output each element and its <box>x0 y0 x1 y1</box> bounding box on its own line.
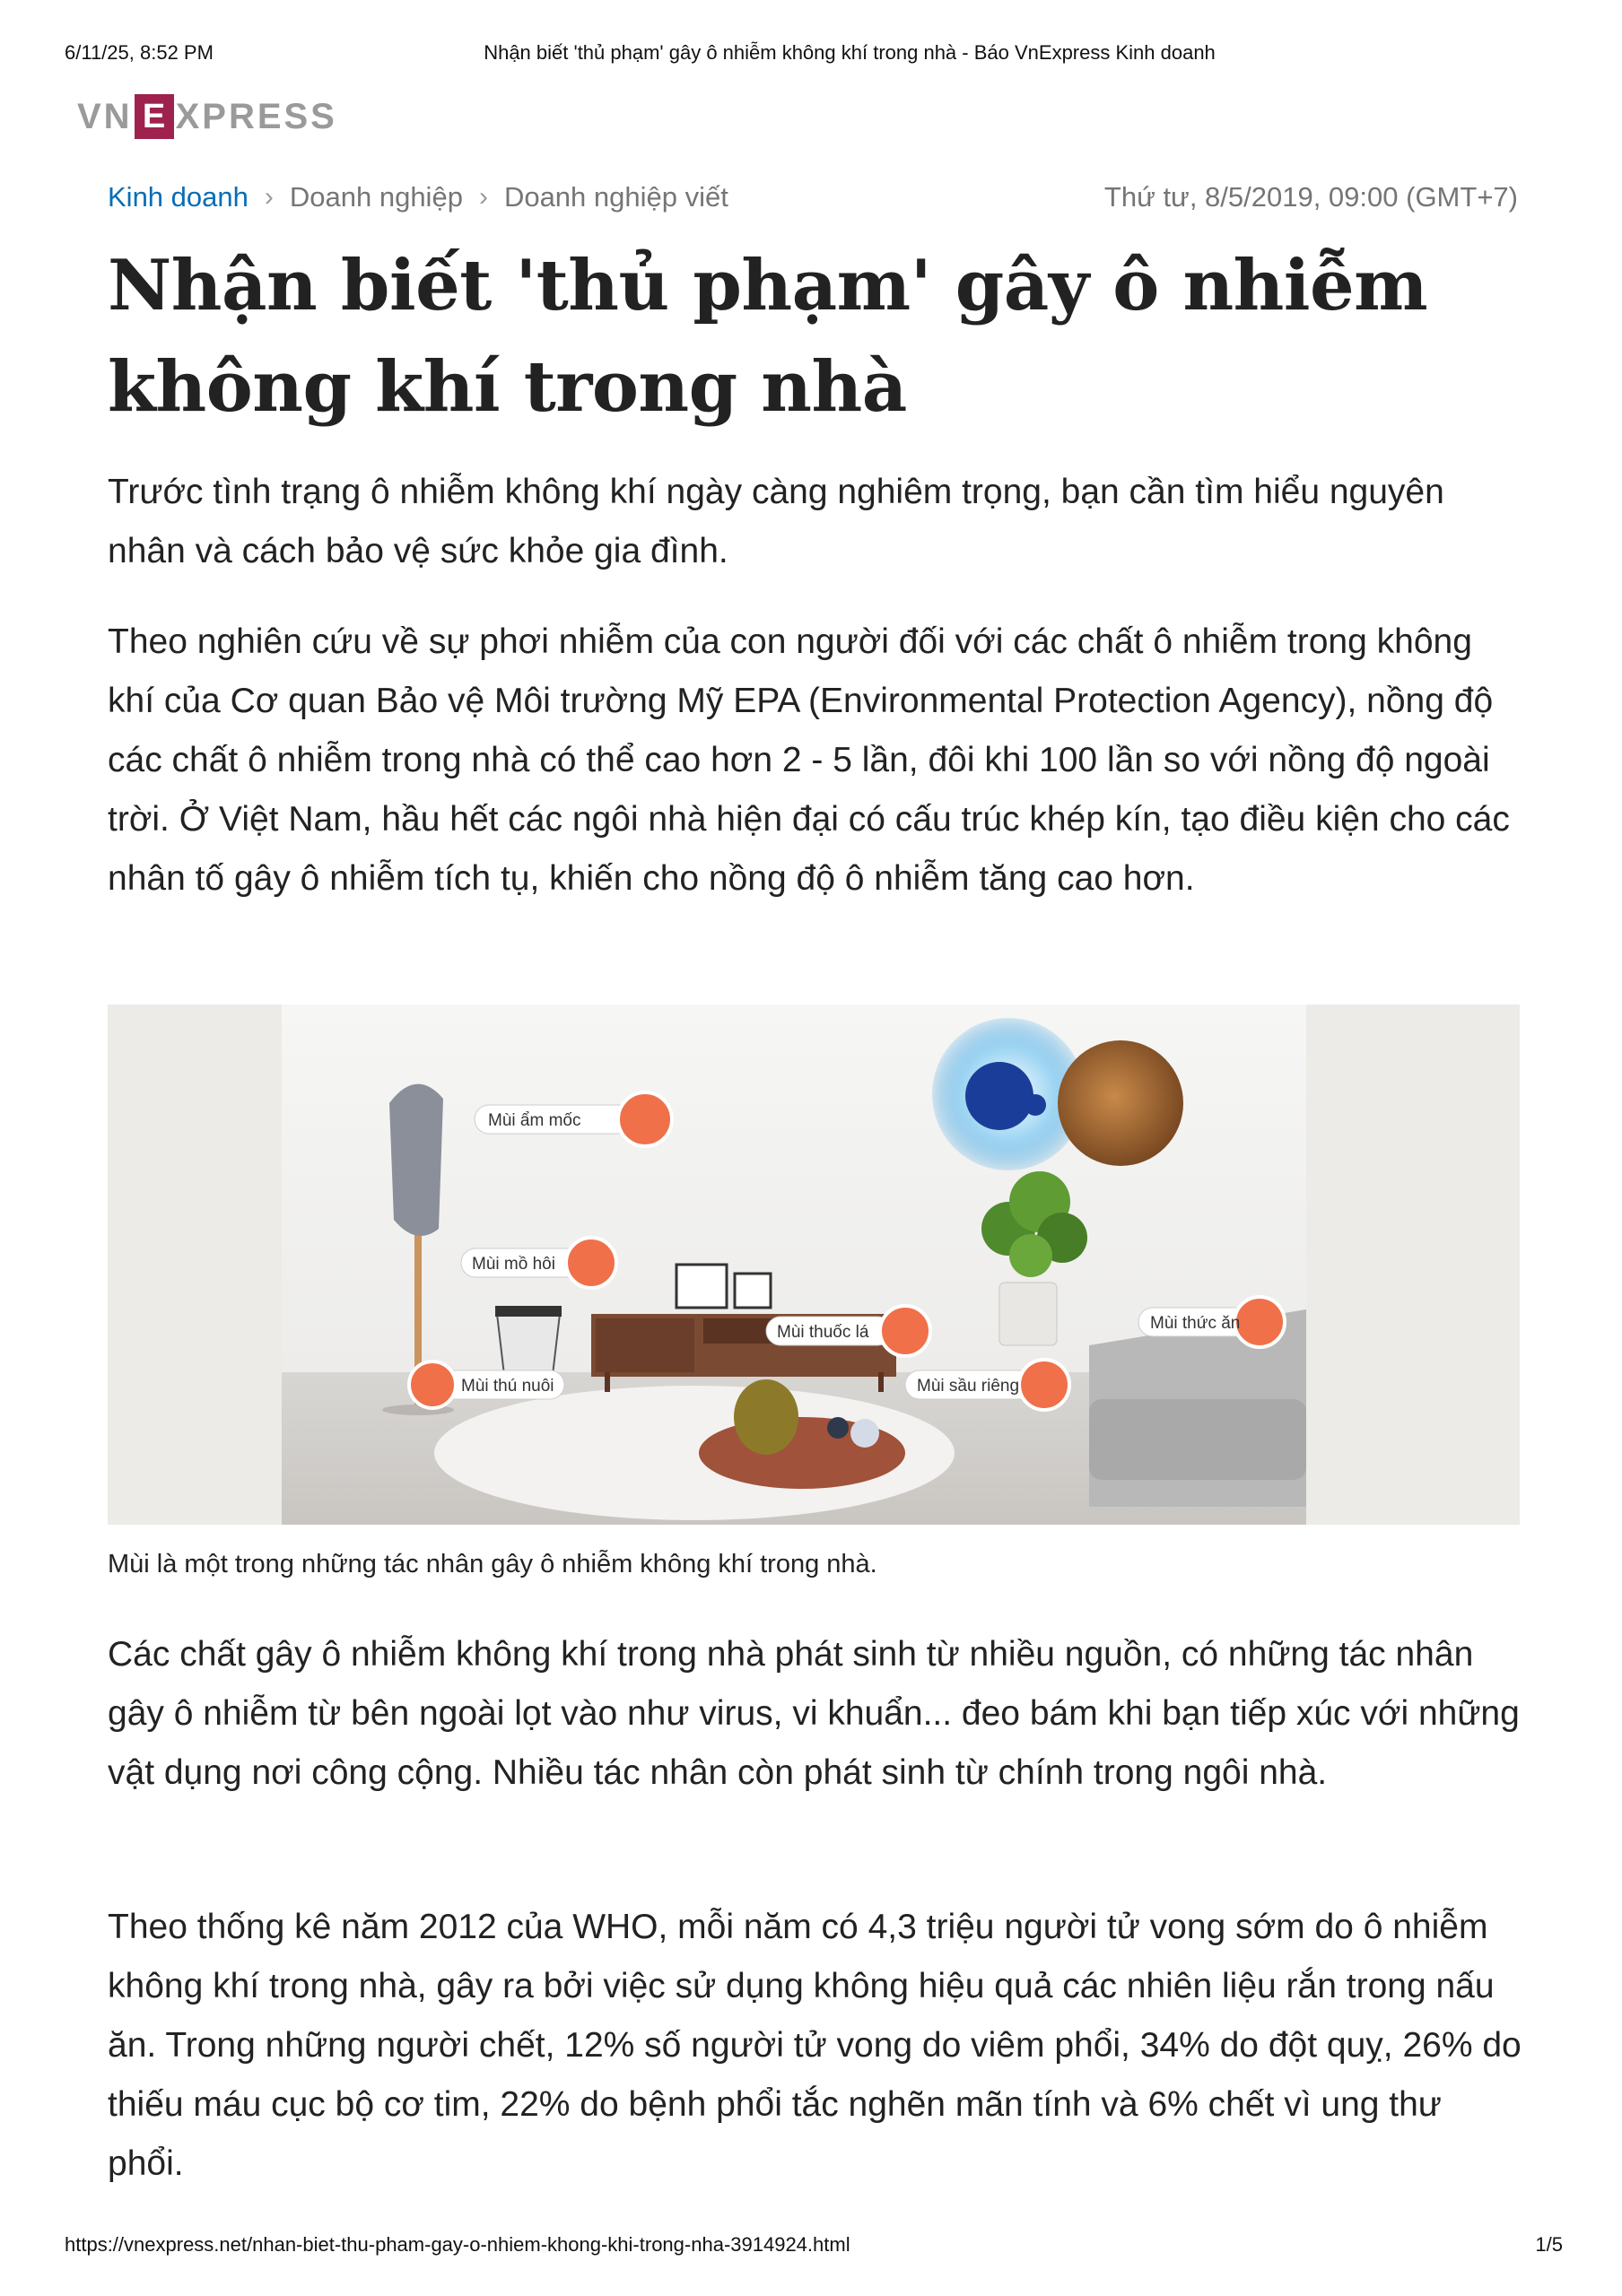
figure-caption: Mùi là một trong những tác nhân gây ô nhiễm không khí trong nhà. <box>108 1550 877 1578</box>
print-header <box>65 41 1563 68</box>
print-url: https://vnexpress.net/nhan-biet-thu-pham-gay-o-nhiem-khong-khi-trong-nha-3914924.html <box>65 2233 850 2256</box>
print-footer <box>65 2233 1563 2260</box>
article-lead: Trước tình trạng ô nhiễm không khí ngày càng nghiêm trọng, bạn cần tìm hiểu nguyên nhân và cách bảo vệ sức khỏe gia đình. <box>108 473 1444 570</box>
article-paragraph-3: Theo thống kê năm 2012 của WHO, mỗi năm có 4,3 triệu người tử vong sớm do ô nhiễm không khí trong nhà, gây ra bởi việc sử dụng không hiệu quả các nhiên liệu rắn trong nấu ăn. Trong những người chết, 12% số người tử vong do viêm phổi, 34% do đột quỵ, 26% do thiếu máu cục bộ cơ tim, 22% do bệnh phổi tắc nghẽn mãn tính và 6% chết vì ung thư phổi. <box>108 1908 1522 2183</box>
tag-label: Mùi sầu riêng <box>917 1377 1020 1396</box>
tag-label: Mùi thức ăn <box>1150 1314 1241 1333</box>
logo-e-box: E <box>135 94 174 139</box>
chevron-right-icon: › <box>264 182 274 212</box>
article-paragraph-1: Theo nghiên cứu về sự phơi nhiễm của con người đối với các chất ô nhiễm trong không khí của Cơ quan Bảo vệ Môi trường Mỹ EPA (Environmental Protection Agency), nồng độ các chất ô nhiễm trong nhà có thể cao hơn 2 - 5 lần, đôi khi 100 lần so với nồng độ ngoài trời. Ở Việt Nam, hầu hết các ngôi nhà hiện đại có cấu trúc khép kín, tạo điều kiện cho các nhân tố gây ô nhiễm tích tụ, khiến cho nồng độ ô nhiễm tăng cao hơn. <box>108 622 1510 898</box>
article-figure <box>108 1004 1520 1525</box>
publish-date: Thứ tư, 8/5/2019, 09:00 (GMT+7) <box>1103 181 1518 213</box>
breadcrumb-item-doanh-nghiep[interactable]: Doanh nghiệp <box>289 181 463 213</box>
print-datetime: 6/11/25, 8:52 PM <box>65 41 214 64</box>
breadcrumb <box>108 179 1518 215</box>
article-title: Nhận biết 'thủ phạm' gây ô nhiễm không khí trong nhà <box>108 245 1428 428</box>
chevron-right-icon: › <box>478 182 488 212</box>
tag-label: Mùi thú nuôi <box>461 1377 554 1396</box>
breadcrumb-item-kinh-doanh[interactable]: Kinh doanh <box>108 181 249 213</box>
living-room-illustration <box>282 1004 1306 1525</box>
print-page-title: Nhận biết 'thủ phạm' gây ô nhiễm không khí trong nhà - Báo VnExpress Kinh doanh <box>484 41 1216 64</box>
logo-text-right: XPRESS <box>175 96 337 136</box>
tag-label: Mùi thuốc lá <box>777 1323 869 1342</box>
tag-label: Mùi mồ hôi <box>472 1255 555 1274</box>
print-page-number: 1/5 <box>1535 2233 1563 2256</box>
tag-label: Mùi ẩm mốc <box>488 1111 581 1130</box>
article-paragraph-2: Các chất gây ô nhiễm không khí trong nhà phát sinh từ nhiều nguồn, có những tác nhân gây ô nhiễm từ bên ngoài lọt vào như virus, vi khuẩn... đeo bám khi bạn tiếp xúc với những vật dụng nơi công cộng. Nhiều tác nhân còn phát sinh từ chính trong ngôi nhà. <box>108 1635 1520 1792</box>
breadcrumb-item-doanh-nghiep-viet[interactable]: Doanh nghiệp viết <box>503 181 728 213</box>
logo-text-left: VN <box>77 96 133 136</box>
vnexpress-logo[interactable] <box>77 90 337 144</box>
